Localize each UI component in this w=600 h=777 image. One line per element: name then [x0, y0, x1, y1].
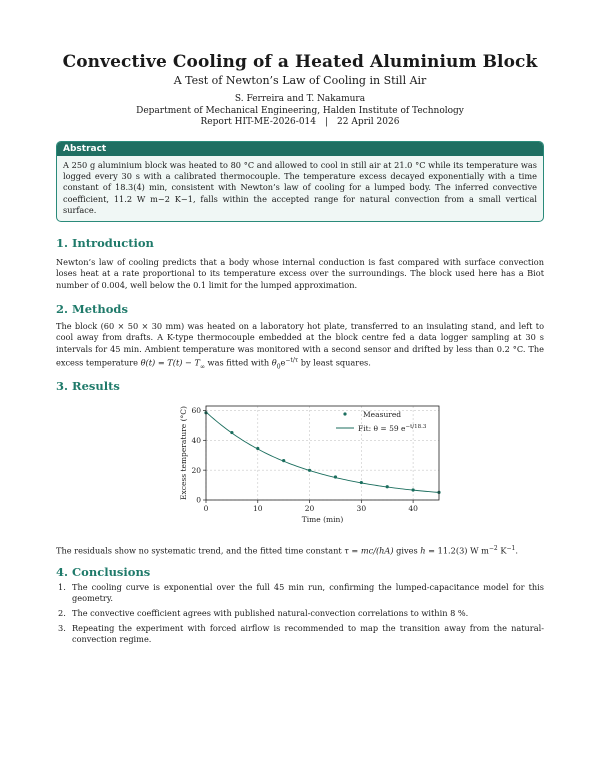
conclusion-item — [56, 623, 544, 646]
conclusion-number: 3. — [58, 622, 66, 633]
data-point-measured — [412, 488, 415, 491]
conclusion-text: The convective coefficient agrees with published natural-convection correlations to within 8 %. — [72, 608, 469, 619]
report-info — [56, 117, 544, 127]
methods-text-b: was fitted with — [204, 357, 272, 368]
data-point-measured — [256, 447, 259, 450]
x-axis-label: Time (min) — [301, 515, 344, 524]
section-heading-conclusions: 4. Conclusions — [56, 565, 151, 579]
methods-text-a: The block (60 × 50 × 30 mm) was heated on a laboratory hot plate, transferred to an insulating stand, and left to cool away from drafts. A K-type thermocouple embedded at the block centre fed a data logger sampling at 30 s intervals for 45 min. Ambient temperature was monitored with a second sensor and drifted by less than 0.2 °C. The excess temperature — [56, 321, 544, 368]
page-title: Convective Cooling of a Heated Aluminium Block — [62, 52, 538, 72]
results-sup-2: −1 — [506, 545, 516, 552]
conclusion-item — [56, 582, 544, 605]
y-tick-label: 0 — [196, 495, 201, 505]
x-tick-label: 20 — [304, 504, 315, 513]
results-equation-tau: τ = mc/(hA) — [344, 545, 394, 556]
methods-equation-fit-sub: 0 — [276, 363, 281, 371]
y-axis-label: Excess temperature (°C) — [179, 406, 188, 500]
methods-equation-excess: θ(t) = T(t) − T — [140, 357, 200, 368]
x-tick-label: 30 — [356, 504, 367, 513]
affiliation: Department of Mechanical Engineering, Halden Institute of Technology — [136, 106, 464, 116]
results-text-e: . — [515, 545, 518, 556]
methods-equation-fit-sup: −t/τ — [285, 356, 299, 364]
legend-label-fit: Fit: θ = 59 $e^{-t/18.3}$ — [358, 424, 427, 433]
abstract-box — [56, 141, 544, 222]
methods-equation-excess-sub: ∞ — [199, 363, 205, 371]
section-heading-results: 3. Results — [56, 379, 120, 393]
methods-equation-fit: θ — [271, 357, 277, 368]
results-text-c: = 11.2(3) W m — [425, 545, 489, 556]
methods-equation-fit-base: e — [280, 357, 286, 368]
conclusion-item — [56, 608, 544, 619]
page-subtitle: A Test of Newton’s Law of Cooling in Still Air — [173, 74, 427, 87]
data-point-measured — [360, 481, 363, 484]
section-heading-introduction: 1. Introduction — [56, 236, 154, 250]
results-text-a: The residuals show no systematic trend, and the fitted time constant — [56, 545, 345, 556]
data-point-measured — [282, 459, 285, 462]
plot-area — [206, 406, 439, 500]
methods-text-c: by least squares. — [298, 357, 371, 368]
legend-label-measured: Measured — [363, 410, 402, 419]
legend-marker-measured — [343, 412, 346, 415]
conclusion-text: Repeating the experiment with forced airflow is recommended to map the transition away from the natural-convection regime. — [72, 622, 544, 645]
results-text-d: K — [497, 545, 507, 556]
y-tick-label: 40 — [191, 435, 201, 445]
x-tick-label: 10 — [253, 504, 263, 513]
legend-label-fit-exponent: −t/18.3 — [405, 424, 427, 430]
x-tick-label: 0 — [203, 504, 209, 513]
authors: S. Ferreira and T. Nakamura — [234, 94, 366, 104]
y-tick-label: 60 — [191, 406, 201, 416]
x-tick-label: 40 — [408, 504, 418, 513]
conclusions-list — [56, 582, 544, 649]
results-text-b: gives — [393, 545, 421, 556]
abstract-text: A 250 g aluminium block was heated to 80 °C and allowed to cool in still air at 21.0 °C while its temperature was logged every 30 s with a calibrated thermocouple. The temperature excess decayed exponentially with a time constant of 18.3(4) min, consistent with Newton’s law of cooling for a lumped body. The inferred convective coefficient, 11.2 W m−2 K−1, falls within the accepted range for natural convection from a small vertical surface. — [63, 160, 537, 215]
data-point-measured — [230, 431, 233, 434]
results-text — [56, 543, 544, 557]
abstract-heading: Abstract — [57, 142, 543, 156]
report-date: 22 April 2026 — [337, 117, 400, 127]
conclusion-number: 1. — [58, 582, 66, 592]
report-separator: | — [325, 117, 329, 127]
data-point-measured — [386, 485, 389, 488]
data-point-measured — [334, 475, 337, 478]
y-tick-label: 20 — [191, 465, 201, 475]
results-sup-1: −2 — [488, 545, 498, 552]
results-equation-h: h — [420, 545, 426, 556]
methods-text — [56, 321, 544, 373]
data-point-measured — [308, 469, 311, 472]
cooling-curve-chart — [164, 398, 464, 530]
report-id: Report HIT-ME-2026-014 — [200, 117, 316, 127]
conclusion-text: The cooling curve is exponential over the full 45 min run, confirming the lumped-capacitance model for this geometry. — [72, 582, 544, 604]
conclusion-number: 2. — [58, 608, 66, 619]
section-heading-methods: 2. Methods — [56, 302, 128, 316]
introduction-text: Newton’s law of cooling predicts that a body whose internal conduction is fast compared with surface convection loses heat at a rate proportional to its temperature excess over the surroundings. The block used here has a Biot number of 0.004, well below the 0.1 limit for the lumped approximation. — [56, 257, 544, 290]
